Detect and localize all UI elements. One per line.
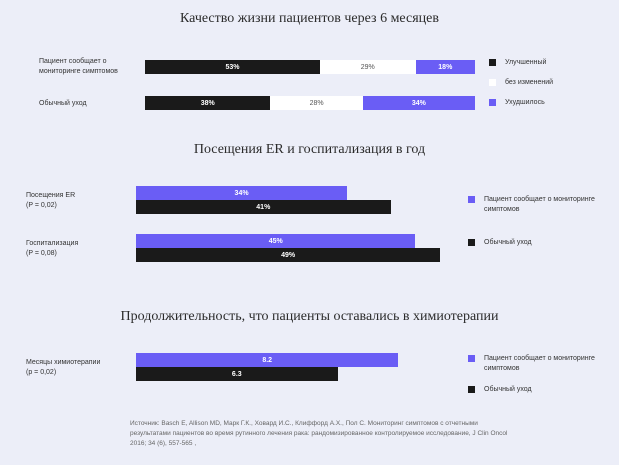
legend-swatch <box>468 386 475 393</box>
data-label: 29% <box>360 63 375 71</box>
data-label: 45% <box>268 237 283 245</box>
category-note: (P = 0,08) <box>26 249 57 257</box>
bar <box>136 186 347 200</box>
legend-item <box>468 385 598 395</box>
data-label: 53% <box>225 63 240 71</box>
legend-label: Ухудшилось <box>505 99 545 106</box>
legend-item <box>489 58 619 68</box>
legend-item <box>468 238 598 248</box>
legend-swatch <box>489 79 496 86</box>
stacked-bar-segment <box>320 60 416 74</box>
data-label: 28% <box>309 99 324 107</box>
legend-swatch <box>468 239 475 246</box>
data-label: 6.3 <box>231 370 242 378</box>
category-note: (p = 0,02) <box>26 368 57 376</box>
data-label: 38% <box>200 99 215 107</box>
chart3-row-label <box>26 358 100 377</box>
legend-label: Обычный уход <box>484 386 532 393</box>
bar <box>136 248 440 262</box>
legend-swatch <box>468 355 475 362</box>
legend-item <box>489 98 619 108</box>
legend-swatch <box>489 99 496 106</box>
chart2-title: Посещения ER и госпитализация в год <box>193 142 426 157</box>
data-label: 34% <box>411 99 426 107</box>
legend-item <box>468 354 598 373</box>
chart2-row-label <box>26 191 75 210</box>
bar <box>136 353 398 367</box>
legend-swatch <box>468 196 475 203</box>
category-note: (P = 0,02) <box>26 201 57 209</box>
bar <box>136 200 391 214</box>
legend-label: Пациент сообщает о мониторинге симптомов <box>484 355 595 372</box>
category-name: Посещения ER <box>26 192 76 199</box>
chart3-title: Продолжительность, что пациенты оставались в химиотерапии <box>120 309 499 324</box>
legend-label: Пациент сообщает о мониторинге симптомов <box>484 196 595 213</box>
category-name: Месяцы химиотерапии <box>26 359 101 366</box>
stacked-bar-segment <box>145 60 320 74</box>
legend-label: без изменений <box>505 79 554 86</box>
bar <box>136 367 338 381</box>
stacked-bar-segment <box>145 96 270 110</box>
chart1-title: Качество жизни пациентов через 6 месяцев <box>180 11 439 26</box>
stacked-bar-segment <box>363 96 475 110</box>
data-label: 8.2 <box>262 356 273 364</box>
category-name: Госпитализация <box>26 240 79 247</box>
stacked-bar-segment <box>416 60 475 74</box>
bar <box>136 234 415 248</box>
legend-item <box>489 78 619 88</box>
data-label: 34% <box>234 189 249 197</box>
chart1-row-label: Обычный уход <box>39 100 87 107</box>
legend-label: Обычный уход <box>484 239 532 246</box>
data-label: 49% <box>281 251 296 259</box>
legend-label: Улучшенный <box>505 59 547 66</box>
data-label: 41% <box>256 203 271 211</box>
stacked-bar-segment <box>270 96 362 110</box>
legend-swatch <box>489 59 496 66</box>
chart2-row-label <box>26 239 78 258</box>
chart1-row-label: Пациент сообщает о мониторинге симптомов <box>39 58 118 75</box>
legend-item <box>468 195 598 214</box>
data-label: 18% <box>438 63 453 71</box>
source-citation: Источник: Basch E, Allison MD, Марк Г.К., Ховард И.С., Клиффорд А.Х., Пол С. Мониторинг симптомов с отчетными результатами пациентов во время рутинного лечения рака: рандомизированное контролируемое исследование, J Clin Oncol 2016; 34 (6), 557-565 , <box>130 420 508 447</box>
